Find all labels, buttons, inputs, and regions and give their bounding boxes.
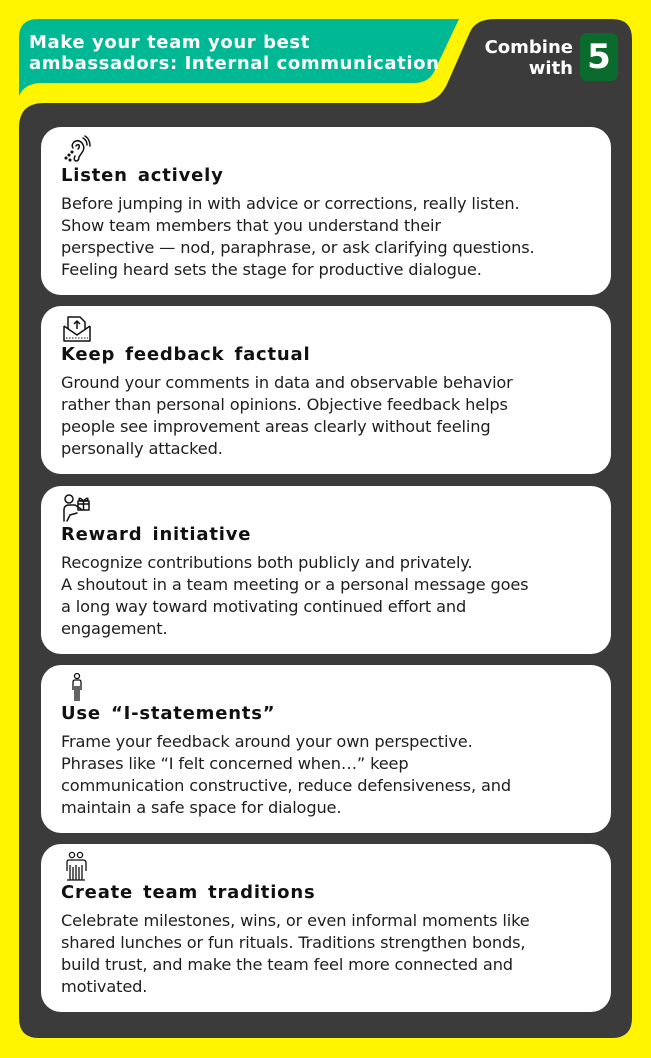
tip-card-use-i-statements	[41, 665, 611, 833]
card-title: Use “I-statements”	[61, 703, 276, 724]
card-title: Reward initiative	[61, 524, 252, 545]
card-body-line: engagement.	[61, 619, 168, 638]
combine-number-badge: 5	[580, 33, 618, 81]
card-body-line: communication constructive, reduce defensiveness, and	[61, 776, 511, 795]
combine-line-2: with	[528, 58, 573, 79]
ear-listening-icon	[61, 134, 93, 164]
card-body-line: build trust, and make the team feel more connected and	[61, 955, 513, 974]
tip-card-keep-feedback-factual	[41, 306, 611, 474]
card-body	[61, 552, 601, 640]
combine-line-1: Combine	[484, 37, 573, 58]
card-body-line: a long way toward motivating continued effort and	[61, 597, 467, 616]
page-title	[29, 32, 449, 74]
envelope-upload-icon	[61, 313, 93, 343]
tip-card-create-team-traditions	[41, 844, 611, 1012]
card-body-line: Before jumping in with advice or corrections, really listen.	[61, 194, 520, 213]
person-standing-icon	[61, 672, 93, 702]
card-body-line: Recognize contributions both publicly and privately.	[61, 553, 473, 572]
card-body	[61, 372, 601, 460]
card-body-line: Feeling heard sets the stage for productive dialogue.	[61, 260, 482, 279]
card-body-line: motivated.	[61, 977, 148, 996]
card-body-line: Show team members that you understand their	[61, 216, 441, 235]
card-body-line: personally attacked.	[61, 439, 223, 458]
card-body-line: shared lunches or fun rituals. Traditions strengthen bonds,	[61, 933, 526, 952]
card-title: Keep feedback factual	[61, 344, 311, 365]
card-body-line: rather than personal opinions. Objective feedback helps	[61, 395, 508, 414]
tip-card-listen-actively	[41, 127, 611, 295]
card-body-line: A shoutout in a team meeting or a personal message goes	[61, 575, 529, 594]
card-body	[61, 731, 601, 819]
card-body-line: maintain a safe space for dialogue.	[61, 798, 342, 817]
card-body	[61, 193, 601, 281]
title-line-1: Make your team your best	[29, 32, 310, 53]
person-gift-icon	[61, 493, 93, 523]
title-line-2: ambassadors: Internal communication	[29, 53, 440, 74]
card-title: Listen actively	[61, 165, 224, 186]
card-body-line: people see improvement areas clearly without feeling	[61, 417, 491, 436]
tip-card-reward-initiative	[41, 486, 611, 654]
card-title: Create team traditions	[61, 882, 316, 903]
card-body-line: Celebrate milestones, wins, or even informal moments like	[61, 911, 530, 930]
card-body-line: Ground your comments in data and observable behavior	[61, 373, 513, 392]
card-body-line: perspective — nod, paraphrase, or ask clarifying questions.	[61, 238, 535, 257]
two-people-icon	[61, 851, 93, 881]
card-body-line: Phrases like “I felt concerned when…” keep	[61, 754, 409, 773]
combine-label	[485, 37, 573, 79]
card-body-line: Frame your feedback around your own perspective.	[61, 732, 473, 751]
card-body	[61, 910, 601, 998]
